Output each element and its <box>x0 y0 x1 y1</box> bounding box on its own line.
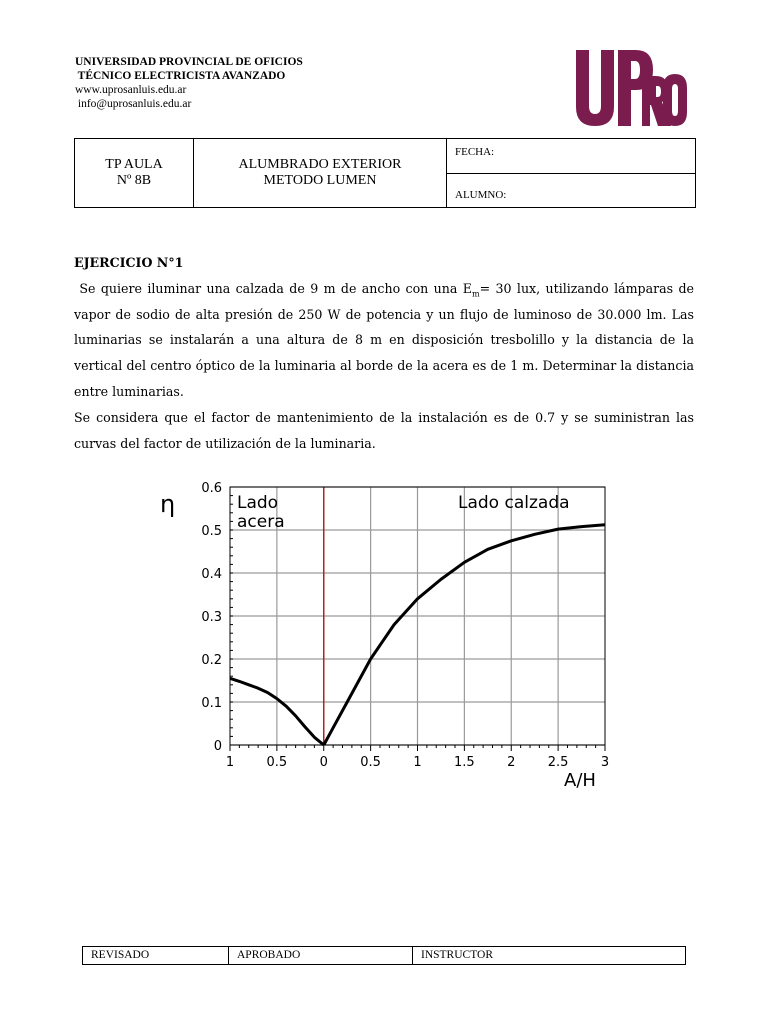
exercise-body <box>74 250 694 456</box>
x-tick-label: 2.5 <box>547 755 569 770</box>
calzada-label: Lado calzada <box>458 493 570 513</box>
x-axis-label: A/H <box>564 770 596 791</box>
upro-logo <box>572 46 690 128</box>
university-name: UNIVERSIDAD PROVINCIAL DE OFICIOS <box>75 56 303 68</box>
website: www.uprosanluis.edu.ar <box>75 84 187 96</box>
acera-label-1: Lado <box>237 493 279 513</box>
topic-cell <box>194 139 447 208</box>
revisado-field[interactable]: REVISADO <box>83 947 229 965</box>
x-tick-label: 1.5 <box>454 755 475 770</box>
x-tick-label: 3 <box>600 755 610 770</box>
utilization-factor-chart <box>150 470 620 800</box>
exercise-title: EJERCICIO N°1 <box>74 255 184 270</box>
alumno-field[interactable]: ALUMNO: <box>447 174 696 208</box>
y-tick-label: 0.3 <box>201 610 222 625</box>
x-tick-label: 1 <box>225 755 235 770</box>
p1-start: Se quiere iluminar una calzada de 9 m de ancho con una E <box>74 280 472 296</box>
info-table <box>74 138 696 208</box>
y-tick-label: 0.2 <box>201 653 222 668</box>
institution-header <box>75 55 303 111</box>
p1-subscript: m <box>471 289 480 299</box>
course-name: TÉCNICO ELECTRICISTA AVANZADO <box>75 70 286 82</box>
x-tick-label: 2 <box>507 755 516 770</box>
topic-line2: METODO LUMEN <box>263 173 377 188</box>
p1-end: = 30 lux, utilizando lámparas de vapor de sodio de alta presión de 250 W de potencia y un flujo de luminoso de 30.000 lm. Las luminarias se instalarán a una altura de 8 m en disposición tresbolillo y la distancia de la vertical del centro óptico de la luminaria al borde de la acera es de 1 m. Determinar la distancia entre luminarias. <box>74 280 695 399</box>
exercise-paragraph-1 <box>74 276 694 405</box>
signature-table <box>82 946 686 965</box>
y-tick-label: 0.1 <box>201 696 222 711</box>
email: info@uprosanluis.edu.ar <box>75 98 192 110</box>
acera-label-2: acera <box>237 512 285 532</box>
x-tick-label: 1 <box>413 755 422 770</box>
instructor-field[interactable]: INSTRUCTOR <box>413 947 686 965</box>
y-axis-label: η <box>160 490 176 518</box>
fecha-field[interactable]: FECHA: <box>447 139 696 174</box>
topic-line1: ALUMBRADO EXTERIOR <box>238 157 402 172</box>
exercise-paragraph-2: Se considera que el factor de mantenimiento de la instalación es de 0.7 y se suministran las curvas del factor de utilización de la luminaria. <box>74 409 694 451</box>
tp-number: Nº 8B <box>116 173 152 188</box>
x-tick-label: 0 <box>319 755 328 770</box>
x-tick-label: 0.5 <box>360 755 381 770</box>
y-tick-label: 0.5 <box>201 524 222 539</box>
tp-label: TP AULA <box>105 157 163 172</box>
tp-cell <box>75 139 194 208</box>
y-tick-label: 0.4 <box>201 567 222 582</box>
y-tick-label: 0.6 <box>201 481 222 496</box>
y-tick-label: 0 <box>213 739 222 754</box>
x-tick-label: 0.5 <box>266 755 288 770</box>
aprobado-field[interactable]: APROBADO <box>229 947 413 965</box>
